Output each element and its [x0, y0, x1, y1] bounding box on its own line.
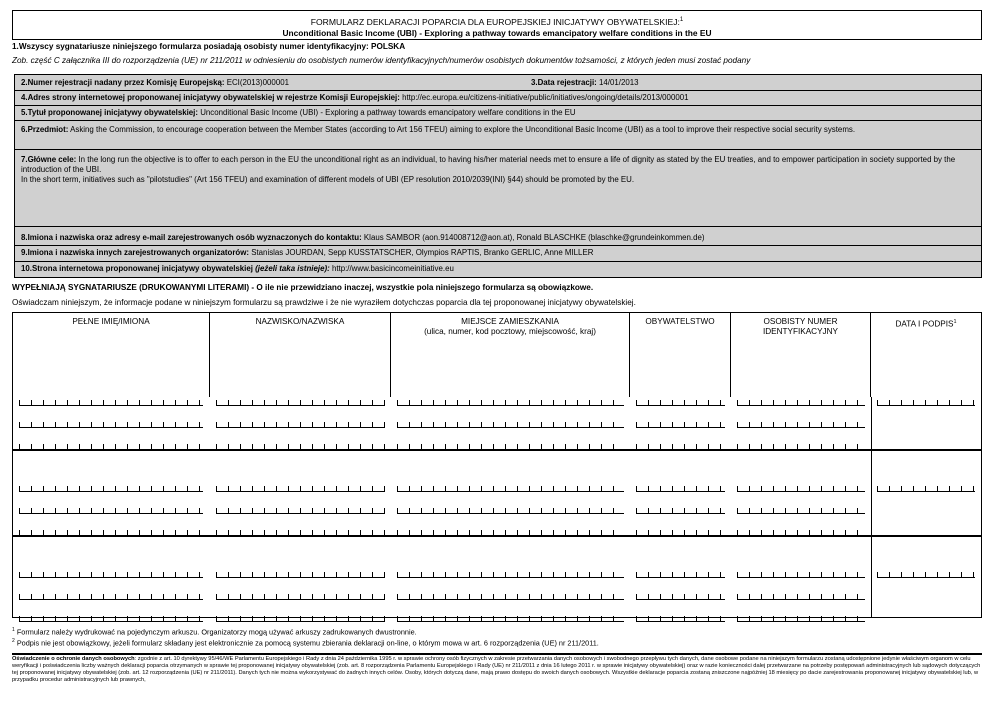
privacy-separator	[12, 653, 982, 655]
declaration-text: Oświadczam niniejszym, że informacje podane w niniejszym formularzu są prawdziwe i że nie wyraziłem dotychczas poparcia dla tej proponowanej inicjatywy obywatelskiej.	[12, 298, 636, 307]
col-header-residence: MIEJSCE ZAMIESZKANIA (ulica, numer, kod pocztowy, miejscowość, kraj)	[391, 313, 630, 397]
form-subtitle: Unconditional Basic Income (UBI) - Exploring a pathway towards emancipatory welfare conditions in the EU	[282, 27, 712, 38]
section1-heading: 1.Wszyscy sygnatariusze niniejszego formularza posiadają osobisty numer identyfikacyjny: POLSKA	[12, 42, 406, 51]
col-header-nationality: OBYWATELSTWO	[630, 313, 731, 397]
col-header-date-signature: DATA I PODPIS$^1$	[895, 319, 957, 329]
entry-line[interactable]	[13, 505, 981, 515]
footnote-2: $^2$ Podpis nie jest obowiązkowy, jeżeli formularz składany jest elektronicznie za pomocą systemu zbierania deklaracji on-line, o którym mowa w art. 6 rozporządzenia (UE) nr 211/2011.	[12, 638, 599, 648]
footnote-1: $^1$ Formularz należy wydrukować na pojedynczym arkuszu. Organizatorzy mogą używać arkuszy zadrukowanych dwustronnie.	[12, 627, 417, 637]
section1-note: Zob. część C załącznika III do rozporządzenia (UE) nr 211/2011 w odniesieniu do osobistych numerów identyfikacyjnych/numerów osobistych dokumentów tożsamości, z których jeden musi zostać podany	[12, 56, 751, 65]
entry-line[interactable]	[13, 527, 981, 537]
contacts-row: 8.Imiona i nazwiska oraz adresy e-mail zarejestrowanych osób wyznaczonych do kontaktu: Klaus SAMBOR (aon.914008712@aon.at), Ronald BLASCHKE (blaschke@grundeinkommen.de)	[21, 233, 705, 242]
registration-row: 2.Numer rejestracji nadany przez Komisję Europejską: ECI(2013)000001 3.Data rejestracji: 14/01/2013	[21, 78, 639, 87]
initiative-details	[14, 74, 982, 278]
address-row: 4.Adres strony internetowej proponowanej inicjatywy obywatelskiej w rejestrze Komisji Europejskiej: http://ec.europa.eu/citizens-initiative/public/initiatives/ongoing/details/2013/000001	[21, 93, 689, 102]
entry-line[interactable]	[13, 441, 981, 451]
entry-line[interactable]	[13, 613, 981, 623]
fill-instructions: WYPEŁNIAJĄ SYGNATARIUSZE (DRUKOWANYMI LITERAMI) - O ile nie przewidziano inaczej, wszystkie pola niniejszego formularza są obowiązkowe.	[12, 283, 594, 292]
col-header-name: PEŁNE IMIĘ/IMIONA	[13, 313, 210, 397]
title-row: 5.Tytuł proponowanej inicjatywy obywatelskiej: Unconditional Basic Income (UBI) - Exploring a pathway towards emancipatory welfare conditions in the EU	[21, 108, 576, 117]
entry-line[interactable]	[13, 569, 981, 579]
col-header-id: OSOBISTY NUMER IDENTYFIKACYJNY	[731, 313, 871, 397]
signatures-table	[12, 312, 982, 618]
organizers-row: 9.Imiona i nazwiska innych zarejestrowanych organizatorów: Stanislas JOURDAN, Sepp KUSSTATSCHER, Olympios RAPTIS, Branko GERLIC, Anne MILLER	[21, 248, 594, 257]
privacy-statement: Oświadczenie o ochronie danych osobowych: zgodnie z art. 10 dyrektywy 95/46/WE Parlamentu Europejskiego i Rady z dnia 24 października 1995 r. w sprawie ochrony osób fizycznych w zakresie przetwarzania danych osobowych i swobodnego przepływu tych danych, dane osobowe podane na niniejszym formularzu zostaną udostępnione jedynie właściwym organom w celu weryfikacji i poświadczenia liczby ważnych deklaracji poparcia otrzymanych w sprawie tej proponowanej inicjatywy obywatelskiej (zob. art. 8 rozporządzenia Parlamentu Europejskiego i Rady (UE) nr 211/2011 z dnia 16 lutego 2011 r. w sprawie inicjatywy obywatelskiej) oraz w razie konieczności dalej przetwarzane na potrzeby postępowań administracyjnych lub sądowych dotyczących tej proponowanej inicjatywy obywatelskiej (zob. art. 12 rozporządzenia (UE) nr 211/2011). Danych tych nie można wykorzystywać do żadnych innych celów. Osoby, których dotyczą dane, mają prawo dostępu do swoich danych osobowych. Wszystkie deklaracje poparcia zostaną zniszczone najpóźniej 18 miesięcy po dacie zarejestrowania proponowanej inicjatywy obywatelskiej lub, w przypadku procedur administracyjnych lub prawnych,	[12, 656, 981, 683]
form-title-box	[12, 10, 982, 40]
goals-row: 7.Główne cele: In the long run the objective is to offer to each person in the EU the unconditional right as an individual, to having his/her material needs met to ensure a life of dignity as stated by the EU treaties, and to empower participation in society supported by the introduction of the UBI. In the short term, initiatives such as "pilotstudies" (Art 156 TFEU) and examination of different models of UBI (EP resolution 2010/2039(INI) §44) should be promoted by the EU.	[21, 155, 956, 184]
entry-line[interactable]	[13, 483, 981, 493]
col-header-surname: NAZWISKO/NAZWISKA	[210, 313, 391, 397]
entry-line[interactable]	[13, 419, 981, 429]
entry-line[interactable]	[13, 397, 981, 407]
form-title: FORMULARZ DEKLARACJI POPARCIA DLA EUROPEJSKIEJ INICJATYWY OBYWATELSKIEJ:$^1$	[310, 16, 684, 27]
website-row: 10.Strona internetowa proponowanej inicjatywy obywatelskiej (jeżeli taka istnieje): http://www.basicincomeinitiative.eu	[21, 264, 454, 273]
entry-line[interactable]	[13, 591, 981, 601]
subject-row: 6.Przedmiot: Asking the Commission, to encourage cooperation between the Member States (according to Art 156 TFEU) aiming to explore the Unconditional Basic Income (UBI) as a tool to improve their respective social security systems.	[21, 125, 856, 134]
